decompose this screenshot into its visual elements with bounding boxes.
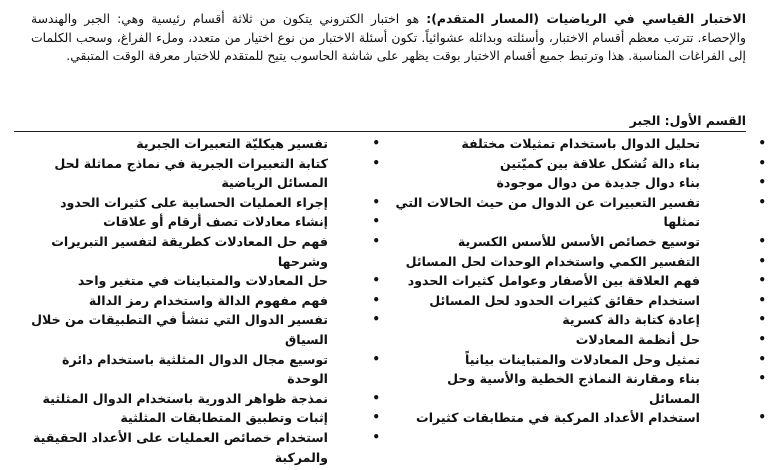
bullet-icon: • (372, 429, 380, 444)
topic-text: بناء ومقارنة النماذج الخطية والأسية وحل المسائل (447, 371, 700, 406)
bullet-icon: • (758, 273, 766, 288)
topic-list-item (22, 154, 380, 193)
topic-list-item (22, 212, 380, 232)
topic-text: بناء دالة تُشكل علاقة بين كميّتين (500, 155, 700, 171)
topic-text: تفسير التعبيرات عن الدوال من حيث الحالات التي تمثلها (395, 194, 700, 230)
bullet-icon: • (758, 233, 766, 248)
topic-list-item (395, 193, 766, 232)
intro-paragraph (31, 10, 746, 66)
topic-text: فهم مفهوم الدالة واستخدام رمز الدالة (88, 292, 328, 308)
left-topic-list (22, 134, 380, 467)
bullet-icon: • (758, 175, 766, 190)
topic-list-item (395, 134, 766, 154)
topic-list-item (22, 428, 380, 467)
bullet-icon: • (758, 371, 766, 386)
bullet-icon: • (372, 410, 380, 425)
bullet-icon: • (758, 331, 766, 346)
topic-text: فهم حل المعادلات كطريقة لتفسير التبريرات وشرحها (51, 233, 328, 269)
topic-list-item (22, 291, 380, 311)
bullet-icon: • (758, 155, 766, 170)
bullet-icon: • (372, 214, 380, 229)
topic-list-item (395, 408, 766, 428)
topic-text: تفسير الدوال التي تنشأ في التطبيقات من خلال السياق (31, 312, 328, 347)
topic-list-item (22, 408, 380, 428)
topic-list-item (22, 350, 380, 389)
topic-text: تمثيل وحل المعادلات والمتباينات بيانياً (465, 351, 700, 367)
topic-text: تحليل الدوال باستخدام تمثيلات مختلفة (461, 136, 700, 151)
right-topic-list (395, 134, 766, 428)
topic-list-item (395, 369, 766, 408)
topic-text: حل المعادلات والمتباينات في متغير واحد (77, 273, 328, 289)
topic-text: توسيع خصائص الأسس للأسس الكسرية (457, 233, 700, 249)
bullet-icon: • (372, 233, 380, 248)
bullet-icon: • (758, 253, 766, 268)
bullet-icon: • (372, 351, 380, 366)
topic-list-item (395, 232, 766, 252)
intro-body: هو اختبار الكتروني يتكون من ثلاثة أقسام رئيسية وهي: الجبر والهندسة والإحصاء. تترتب معظم أقسام الاختبار، وأسئلته وبدائله عشوائياً. تكون أسئلة الاختبار من نوع اختيار من متعدد، وملء الفراغ، وسحب الكلمات إلى الفراغات المناسبة. هذا وترتبط جميع أقسام الاختبار بوقت يظهر على شاشة الحاسوب يتيح للمتقدم للاختبار معرفة الوقت المتبقي. (31, 11, 746, 64)
topic-list-item (395, 271, 766, 291)
topic-text: إثبات وتطبيق المتطابقات المثلثية (120, 410, 328, 426)
bullet-icon: • (372, 390, 380, 405)
bullet-icon: • (758, 194, 766, 209)
topic-text: بناء دوال جديدة من دوال موجودة (496, 175, 700, 191)
topic-text: إعادة كتابة دالة كسرية (562, 312, 700, 328)
bullet-icon: • (758, 312, 766, 327)
topic-text: فهم العلاقة بين الأصفار وعوامل كثيرات الحدود (407, 273, 700, 289)
topic-text: إجراء العمليات الحسابية على كثيرات الحدود (60, 194, 328, 210)
topic-text: كتابة التعبيرات الجبرية في نماذج مماثلة لحل المسائل الرياضية (54, 155, 328, 191)
topic-list-item (395, 154, 766, 174)
intro-lead: الاختبار القياسي في الرياضيات (المسار المتقدم): (426, 11, 746, 26)
topic-list-item (22, 389, 380, 409)
topic-text: تفسير هيكليّة التعبيرات الجبرية (136, 136, 328, 151)
bullet-icon: • (372, 273, 380, 288)
bullet-icon: • (758, 351, 766, 366)
topic-list-item (22, 271, 380, 291)
bullet-icon: • (372, 312, 380, 327)
bullet-icon: • (758, 136, 766, 150)
topic-list-item (395, 330, 766, 350)
topic-text: استخدام حقائق كثيرات الحدود لحل المسائل (429, 292, 700, 308)
topic-list-item (22, 193, 380, 213)
topic-list-item (395, 252, 766, 272)
topic-list-item (395, 310, 766, 330)
bullet-icon: • (372, 292, 380, 307)
section-divider (14, 131, 746, 132)
section-title: القسم الأول: الجبر (629, 113, 746, 128)
topic-list-item (22, 134, 380, 154)
topic-text: التفسير الكمي واستخدام الوحدات لحل المسائل (405, 253, 700, 269)
topic-list-item (395, 173, 766, 193)
topic-list-item (22, 310, 380, 349)
topic-text: إنشاء معادلات تصف أرقام أو علاقات (103, 214, 328, 230)
topic-list-item (395, 291, 766, 311)
topic-text: توسيع مجال الدوال المثلثية باستخدام دائرة الوحدة (62, 351, 328, 387)
bullet-icon: • (372, 136, 380, 150)
topic-text: نمذجة ظواهر الدورية باستخدام الدوال المثلثية (42, 390, 328, 406)
bullet-icon: • (372, 155, 380, 170)
topic-text: حل أنظمة المعادلات (575, 331, 700, 347)
bullet-icon: • (372, 194, 380, 209)
topic-list-item (22, 232, 380, 271)
bullet-icon: • (758, 410, 766, 425)
bullet-icon: • (758, 292, 766, 307)
topic-list-item (395, 350, 766, 370)
topic-text: استخدام الأعداد المركبة في متطابقات كثيرات (416, 410, 700, 426)
topic-text: استخدام خصائص العمليات على الأعداد الحقيقية والمركبة (32, 429, 328, 465)
